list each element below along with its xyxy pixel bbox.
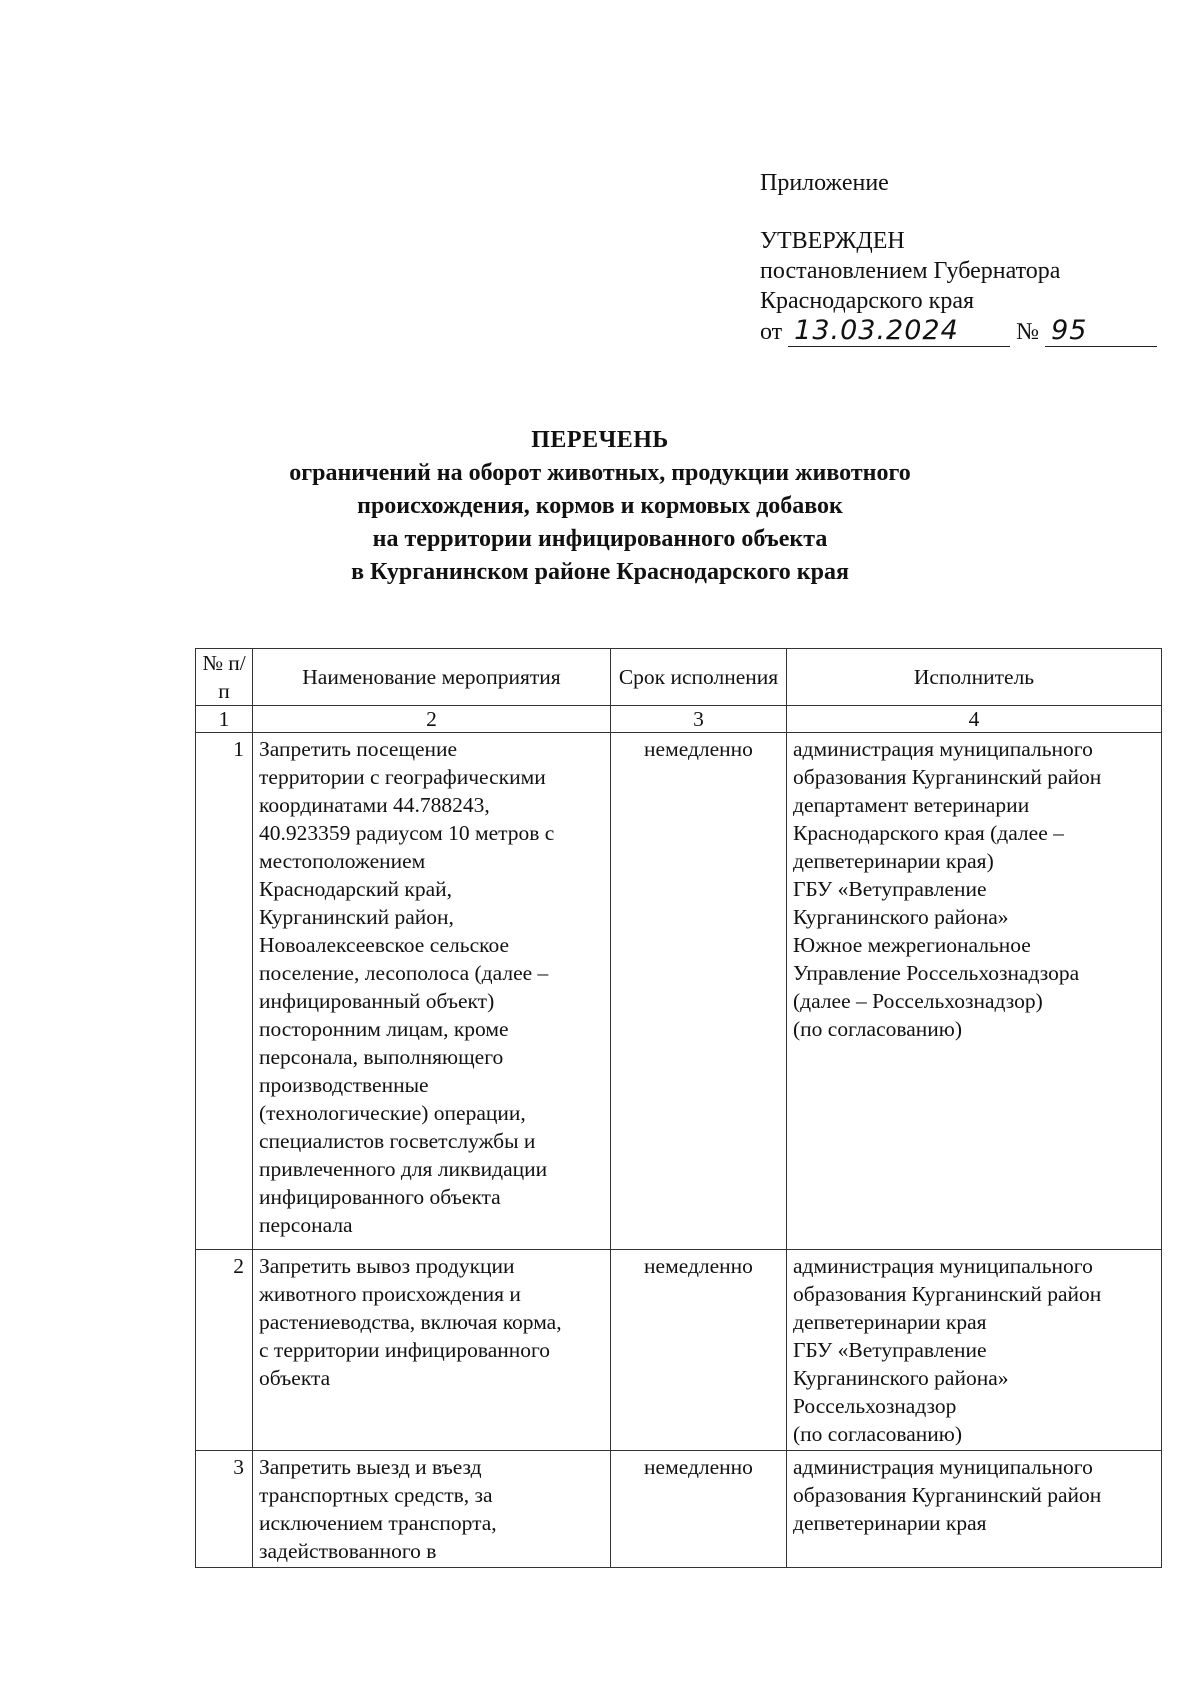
row-number: 2 [196, 1250, 253, 1451]
column-number: 1 [196, 706, 253, 733]
restrictions-table [195, 648, 1162, 1568]
table-row [196, 1250, 1162, 1451]
column-number: 3 [611, 706, 787, 733]
approval-block [760, 168, 1160, 347]
row-number: 3 [196, 1451, 253, 1568]
title-line-4: в Курганинском районе Краснодарского края [351, 559, 849, 585]
approval-date-number-line [760, 316, 1160, 347]
restrictions-table-wrap [195, 648, 1161, 1568]
table-row [196, 733, 1162, 1250]
appendix-label: Приложение [760, 170, 889, 196]
approved-region-line: Краснодарского края [760, 288, 975, 314]
measure-name: Запретить вывоз продукции животного происхождения и растениеводства, включая корма, с территории инфицированного объекта [253, 1250, 611, 1451]
header-executor: Исполнитель [787, 649, 1162, 706]
title-line-2: происхождения, кормов и кормовых добавок [357, 493, 843, 519]
column-number-row [196, 706, 1162, 733]
document-title [0, 424, 1200, 589]
title-line-3: на территории инфицированного объекта [372, 526, 828, 552]
column-number: 2 [253, 706, 611, 733]
header-name: Наименование мероприятия [253, 649, 611, 706]
measure-name: Запретить выезд и въезд транспортных средств, за исключением транспорта, задействованного в [253, 1451, 611, 1568]
handwritten-number: 95 [1045, 316, 1157, 347]
measure-executor: администрация муниципального образования Курганинский район депветеринарии края [787, 1451, 1162, 1568]
number-sign: № [1016, 319, 1040, 345]
date-prefix: от [760, 319, 783, 345]
approved-label: УТВЕРЖДЕН [760, 228, 905, 254]
measure-executor: администрация муниципального образования Курганинский район департамент ветеринарии Краснодарского края (далее – депветеринарии края) ГБУ «Ветуправление Курганинского района» Южное межрегиональное Управление Россельхознадзора (далее – Россельхознадзор) (по согласованию) [787, 733, 1162, 1250]
approved-by-line: постановлением Губернатора [760, 258, 1061, 284]
row-number: 1 [196, 733, 253, 1250]
title-line-1: ограничений на оборот животных, продукции животного [289, 460, 911, 486]
measure-name: Запретить посещение территории с географическими координатами 44.788243, 40.923359 радиусом 10 метров с местоположением Краснодарский край, Курганинский район, Новоалексеевское сельское поселение, лесополоса (далее – инфицированный объект) посторонним лицам, кроме персонала, выполняющего производственные (технологические) операции, специалистов госветслужбы и привлеченного для ликвидации инфицированного объекта персонала [253, 733, 611, 1250]
table-header-row [196, 649, 1162, 706]
measure-term: немедленно [611, 1451, 787, 1568]
header-term: Срок исполнения [611, 649, 787, 706]
table-row [196, 1451, 1162, 1568]
header-no: № п/п [196, 649, 253, 706]
measure-term: немедленно [611, 733, 787, 1250]
handwritten-date: 13.03.2024 [788, 316, 1010, 347]
measure-executor: администрация муниципального образования Курганинский район депветеринарии края ГБУ «Ветуправление Курганинского района» Россельхознадзор (по согласованию) [787, 1250, 1162, 1451]
measure-term: немедленно [611, 1250, 787, 1451]
column-number: 4 [787, 706, 1162, 733]
title-heading: ПЕРЕЧЕНЬ [531, 427, 669, 453]
